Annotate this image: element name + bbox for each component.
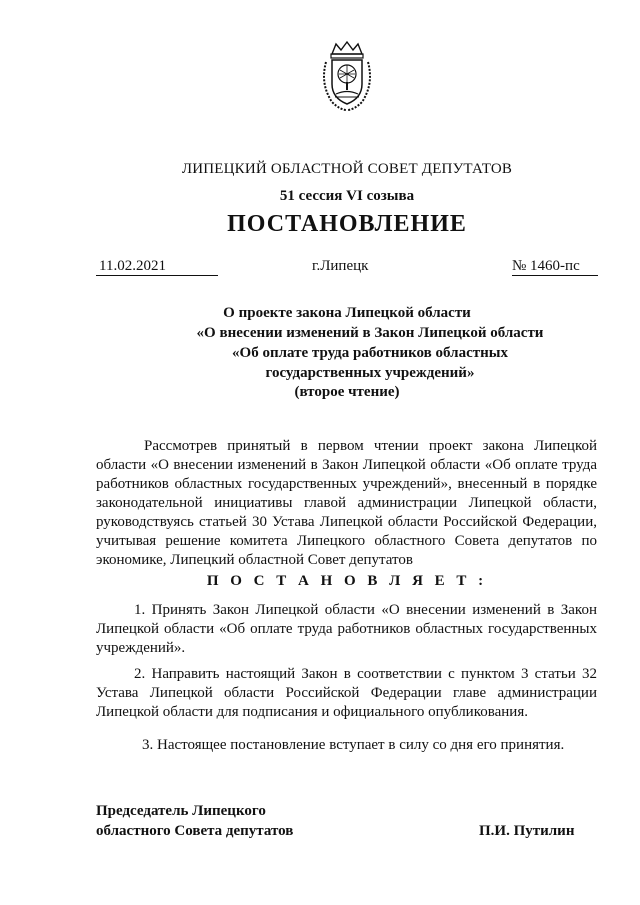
signature-position-line-1: Председатель Липецкого: [96, 803, 266, 819]
resolves-heading: П О С Т А Н О В Л Я Е Т :: [206, 573, 488, 589]
resolution-item-1: 1. Принять Закон Липецкой области «О внесении изменений в Закон Липецкой области «Об оплате труда работников областных государственных учреждений».: [96, 602, 597, 656]
title-line-2: «О внесении изменений в Закон Липецкой области: [196, 325, 544, 341]
signer-name: П.И. Путилин: [479, 823, 575, 839]
signature-position-line-2: областного Совета депутатов: [96, 823, 294, 839]
document-type: ПОСТАНОВЛЕНИЕ: [227, 211, 467, 237]
document-city: г.Липецк: [312, 258, 369, 274]
title-line-5: (второе чтение): [294, 384, 400, 400]
signature-position: [96, 801, 293, 841]
coat-of-arms-icon: [318, 40, 376, 112]
preamble-paragraph: Рассмотрев принятый в первом чтении проект закона Липецкой области «О внесении изменений в Закон Липецкой области «Об оплате труда работников областных государственных учреждений», внесенный в порядке законодательной инициативы главой администрации Липецкой области, руководствуясь статьей 30 Устава Липецкой области Российской Федерации, учитывая решение комитета Липецкого областного Совета депутатов по экономике, Липецкий областной Совет депутатов: [96, 438, 597, 568]
session-info: 51 сессия VI созыва: [279, 188, 415, 204]
document-date: 11.02.2021: [96, 258, 218, 276]
title-line-4: государственных учреждений»: [265, 365, 475, 381]
title-line-3: «Об оплате труда работников областных: [232, 345, 508, 361]
resolution-item-2: 2. Направить настоящий Закон в соответствии с пунктом 3 статьи 32 Устава Липецкой области Российской Федерации главе администрации Липецкой области для подписания и официального опубликования.: [96, 666, 597, 720]
resolution-item-3: 3. Настоящее постановление вступает в силу со дня его принятия.: [142, 737, 565, 753]
council-name: ЛИПЕЦКИЙ ОБЛАСТНОЙ СОВЕТ ДЕПУТАТОВ: [181, 161, 513, 177]
title-line-1: О проекте закона Липецкой области: [223, 305, 471, 321]
document-number: № 1460-пс: [512, 258, 598, 276]
